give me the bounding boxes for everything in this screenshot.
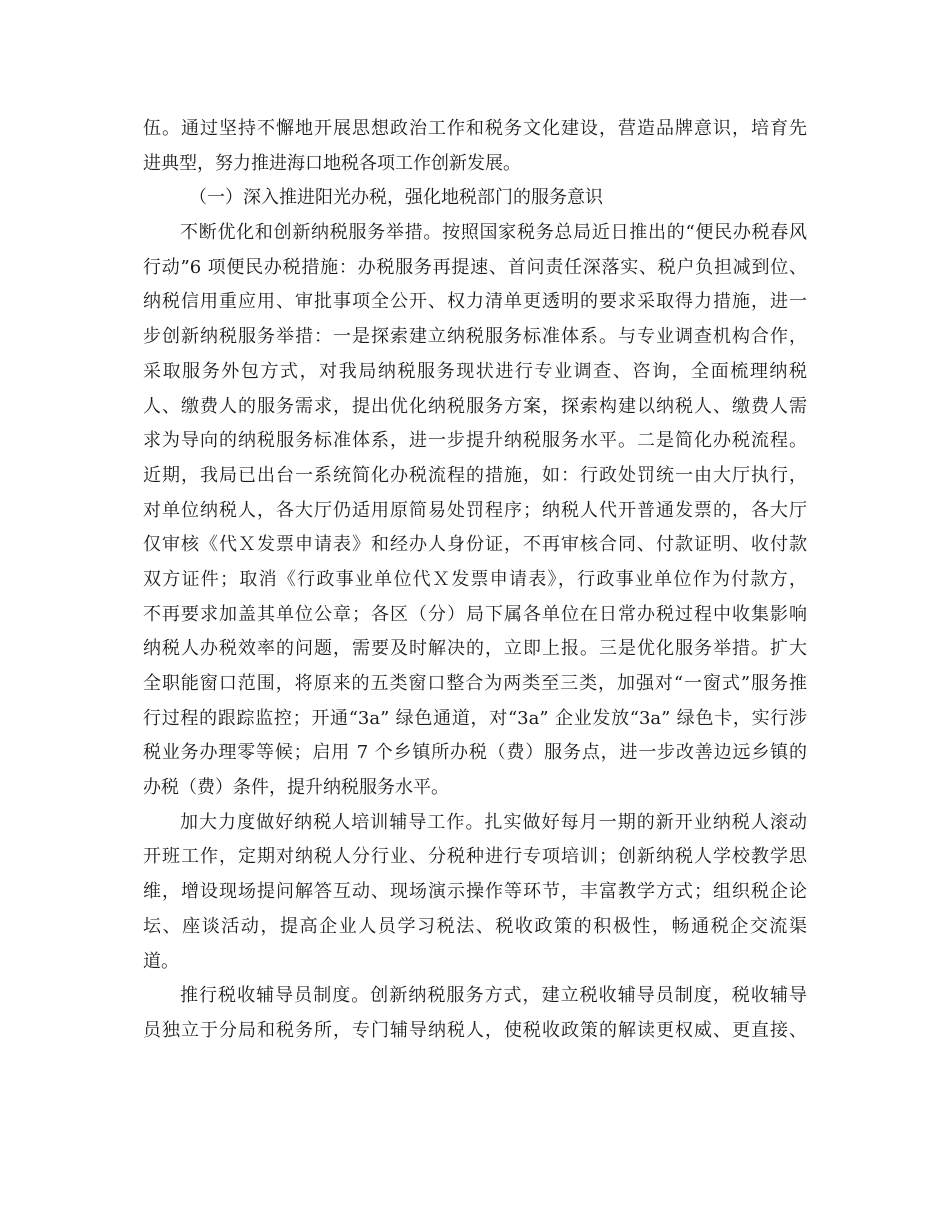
- text-line: 仅审核《代Ｘ发票申请表》和经办人身份证，不再审核合同、付款证明、收付款: [143, 534, 807, 556]
- text-line: 纳税信用重应用、审批事项全公开、权力清单更透明的要求采取得力措施，进一: [143, 291, 807, 313]
- text-line: 全职能窗口范围，将原来的五类窗口整合为两类至三类，加强对“一窗式”服务推: [143, 673, 807, 694]
- text-line: 步创新纳税服务举措：一是探索建立纳税服务标准体系。与专业调查机构合作，: [143, 326, 807, 348]
- text-line: 对单位纳税人，各大厅仍适用原简易处罚程序；纳税人代开普通发票的，各大厅: [143, 499, 807, 521]
- text-line: 加大力度做好纳税人培训辅导工作。扎实做好每月一期的新开业纳税人滚动: [180, 811, 807, 833]
- text-line: 不再要求加盖其单位公章；各区（分）局下属各单位在日常办税过程中收集影响: [143, 603, 807, 625]
- text-line: 推行税收辅导员制度。创新纳税服务方式，建立税收辅导员制度，税收辅导: [180, 985, 807, 1007]
- text-line: 纳税人办税效率的问题，需要及时解决的，立即上报。三是优化服务举措。扩大: [143, 638, 807, 660]
- section-heading: （一）深入推进阳光办税，强化地税部门的服务意识: [189, 187, 603, 209]
- text-line: 员独立于分局和税务所，专门辅导纳税人，使税收政策的解读更权威、更直接、: [143, 1019, 807, 1041]
- text-line: 伍。通过坚持不懈地开展思想政治工作和税务文化建设，营造品牌意识，培育先: [143, 118, 807, 139]
- text-line: 开班工作，定期对纳税人分行业、分税种进行专项培训；创新纳税人学校教学思: [143, 846, 807, 868]
- text-line: 人、缴费人的服务需求，提出优化纳税服务方案，探索构建以纳税人、缴费人需: [143, 395, 807, 417]
- text-line: 求为导向的纳税服务标准体系，进一步提升纳税服务水平。二是简化办税流程。: [143, 430, 807, 452]
- text-line: 办税（费）条件，提升纳税服务水平。: [143, 777, 449, 799]
- text-line: 双方证件；取消《行政事业单位代Ｘ发票申请表》，行政事业单位作为付款方，: [143, 568, 807, 590]
- text-line: 道。: [143, 950, 179, 972]
- document-body: [143, 112, 807, 1049]
- text-line: 行过程的跟踪监控；开通“3a” 绿色通道，对“3a” 企业发放“3a” 绿色卡，实行涉: [143, 707, 807, 729]
- text-line: 行动”6 项便民办税措施：办税服务再提速、首问责任深落实、税户负担减到位、: [143, 256, 807, 278]
- text-line: 进典型，努力推进海口地税各项工作创新发展。: [143, 152, 521, 174]
- text-line: 维，增设现场提问解答互动、现场演示操作等环节，丰富教学方式；组织税企论: [143, 881, 807, 903]
- text-line: 坛、座谈活动，提高企业人员学习税法、税收政策的积极性，畅通税企交流渠: [143, 915, 807, 937]
- text-line: 采取服务外包方式，对我局纳税服务现状进行专业调查、咨询，全面梳理纳税: [143, 360, 807, 382]
- text-line: 近期，我局已出台一系统简化办税流程的措施，如：行政处罚统一由大厅执行，: [143, 464, 807, 486]
- text-line: 不断优化和创新纳税服务举措。按照国家税务总局近日推出的“便民办税春风: [180, 222, 807, 244]
- text-line: 税业务办理零等候；启用 7 个乡镇所办税（费）服务点，进一步改善边远乡镇的: [143, 742, 807, 764]
